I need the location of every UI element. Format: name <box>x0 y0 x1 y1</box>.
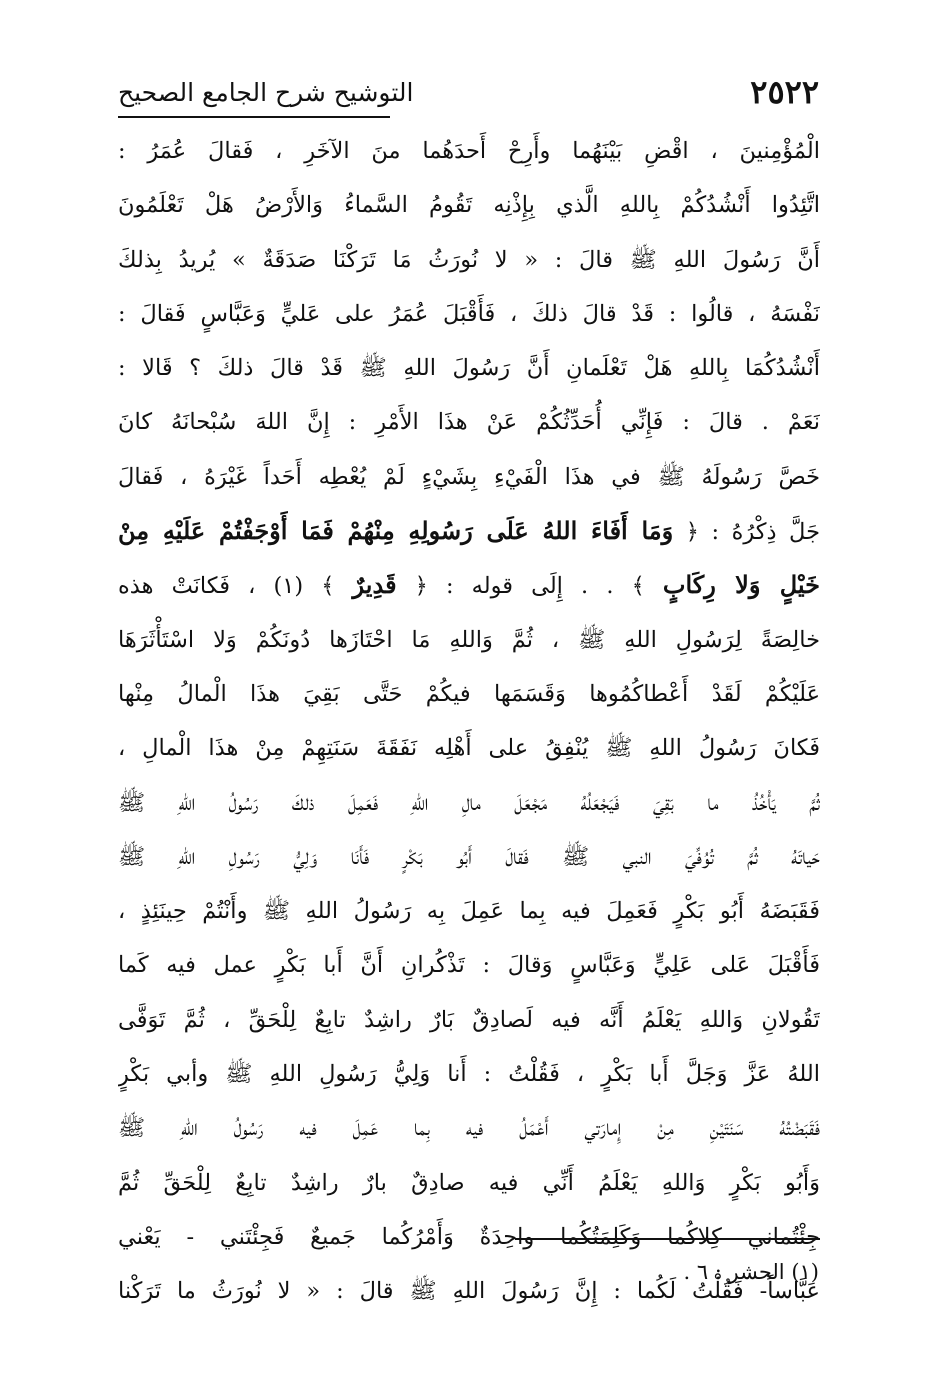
text-segment: فَكانَ رَسُولُ اللهِ ﷺ يُنْفِقُ على أَهْلِه نَفَقَةَ سَنَتِهِمْ مِنْ هذَا الْمالِ ، <box>118 735 820 762</box>
text-line <box>118 993 820 1047</box>
text-line <box>118 613 820 667</box>
text-segment: جَلَّ ذِكْرُهُ : ﴿ <box>673 519 820 546</box>
header-divider <box>118 116 390 118</box>
text-line <box>118 558 820 612</box>
text-segment: ﴾ . . إِلَى قوله : ﴿ <box>396 573 663 600</box>
text-line <box>118 1047 820 1101</box>
text-segment: ﴾ (١) ، فَكانَتْ هذه <box>118 573 353 600</box>
text-line <box>118 776 820 830</box>
text-line <box>118 884 820 938</box>
page-header <box>118 72 819 112</box>
footnote: (١) الحشر : ٦ . <box>683 1260 819 1284</box>
text-segment: فَقَبَضَهُ أَبُو بَكْرٍ فَعَمِلَ فيه بِما عَمِلَ بِه رَسُولُ اللهِ ﷺ وأَنْتُمْ حِينَئِذٍ ، <box>118 898 820 925</box>
text-segment: فَأَقْبَلَ عَلى عَلِيٍّ وَعَبَّاسٍ وَقالَ : تَذْكُرانِ أَنَّ أَبا بَكْرٍ عمل فيه كَما <box>118 952 820 979</box>
text-line <box>118 1156 820 1210</box>
text-segment: فَقَبَضْتُهُ سَنَتَيْنِ مِنْ إِمارَتي أَعْمَلُ فيه بِما عَمِلَ فيه رَسُولُ اللهِ ﷺ <box>118 1115 820 1142</box>
text-segment: نَعَمْ . قالَ : فَإِنِّي أُحَدِّثُكُمْ عَنْ هذَا الأَمْرِ : إِنَّ اللهَ سُبْحانَهُ كانَ <box>118 409 820 436</box>
text-segment: وَأَبُو بَكْرٍ وَاللهِ يَعْلَمُ أَنِّي فيه صادِقٌ بارٌ راشِدٌ تابِعٌ لِلْحَقِّ ثُمَّ <box>118 1169 820 1196</box>
text-line <box>118 450 820 504</box>
quran-verse-text: خَيْلٍ وَلا رِكَابٍ <box>662 570 820 600</box>
main-text <box>118 124 820 1319</box>
text-segment: خالِصَةً لِرَسُولِ اللهِ ﷺ ، ثُمَّ وَاللهِ مَا احْتَازَها دُونَكُمْ وَلا اسْتَأْثَرَهَا <box>118 626 820 653</box>
text-segment: نَفْسَهُ ، قالُوا : قَدْ قالَ ذلكَ ، فَأَقْبَلَ عُمَرُ على عَليٍّ وَعَبَّاسٍ فَقالَ : <box>118 300 820 327</box>
text-line <box>118 233 820 287</box>
text-segment: عَلَيْكُمْ لَقَدْ أَعْطاكُمُوها وَقَسَمَها فيكُمْ حَتَّى بَقِيَ هذَا الْمالُ مِنْها <box>118 680 820 707</box>
text-segment: خَصَّ رَسُولَهُ ﷺ في هذَا الْفَيْءِ بِشَيْءٍ لَمْ يُعْطِه أَحَداً غَيْرَهُ ، فَقالَ <box>118 463 820 490</box>
text-segment: عَبَّاساً- فَقُلْتُ لَكُما : إِنَّ رَسُولَ اللهِ ﷺ قالَ : « لا نُورَثُ ما تَرَكْنا <box>118 1278 820 1305</box>
text-line <box>118 287 820 341</box>
page-number: ٢٥٢٢ <box>750 73 819 111</box>
text-line <box>118 1101 820 1155</box>
text-segment: اللهُ عَزَّ وَجَلَّ أَبا بَكْرٍ ، فَقُلْتُ : أَنا وَلِيُّ رَسُولِ اللهِ ﷺ وأبي بَكْرٍ <box>118 1061 820 1088</box>
text-line <box>118 395 820 449</box>
text-line <box>118 178 820 232</box>
text-segment: أَنْشُدُكُمَا بِاللهِ هَلْ تَعْلَمانِ أَنَّ رَسُولَ اللهِ ﷺ قَدْ قالَ ذلكَ ؟ قَالا : <box>118 355 820 382</box>
quran-verse-text: وَمَا أَفَاءَ اللهُ عَلَى رَسُولِهِ مِنْهُمْ فَمَا أَوْجَفْتُمْ عَلَيْهِ مِنْ <box>118 516 674 546</box>
footnote-divider <box>515 1238 820 1240</box>
running-title: التوشيح شرح الجامع الصحيح <box>118 77 414 107</box>
text-segment: الْمُؤْمِنينَ ، اقْضِ بَيْنَهُما وأَرِحْ أَحدَهُما منَ الآخَرِ ، فَقالَ عُمَرُ : <box>118 138 820 164</box>
text-segment: جِئْتُماني كِلاكُما وَكَلِمَتُكُما واحِدَةٌ وَأَمْرُكُما جَميعٌ فَجِئْتَني - يَعْني <box>118 1223 820 1250</box>
text-segment: اتَّئِدُوا أَنْشُدُكُمْ بِاللهِ الَّذي بِإِذْنِه تَقُومُ السَّماءُ وَالأَرْضُ هَلْ تَعْلَمُونَ <box>118 192 820 219</box>
text-line <box>118 667 820 721</box>
text-line <box>118 938 820 992</box>
text-line <box>118 504 820 558</box>
text-segment: حَياتَهُ ثُمَّ تُوُفِّيَ النبي ﷺ فَقالَ أَبُو بَكْرٍ فَأَنَا وَلِيُّ رَسُولِ اللهِ ﷺ <box>118 843 820 870</box>
text-segment: تَقُولانِ وَاللهِ يَعْلَمُ أَنَّه فيه لَصادِقٌ بَارٌ راشِدٌ تابِعٌ لِلْحَقِّ ، ثُمَّ تَوَفَّى <box>118 1006 820 1033</box>
text-line <box>118 721 820 775</box>
quran-verse-text: قَدِيرٌ <box>352 570 397 600</box>
text-segment: ثُمَّ يَأْخُذُ ما بَقِيَ فَيَجْعَلُهُ مَجْعَلَ مالِ اللهِ فَعَمِلَ ذلكَ رَسُولُ اللهِ ﷺ <box>118 789 820 816</box>
text-segment: أَنَّ رَسُولَ اللهِ ﷺ قالَ : « لا نُورَثُ مَا تَرَكْنَا صَدَقَةٌ » يُريدُ بِذلكَ <box>118 246 820 273</box>
text-line <box>118 124 820 178</box>
text-line <box>118 830 820 884</box>
text-line <box>118 341 820 395</box>
